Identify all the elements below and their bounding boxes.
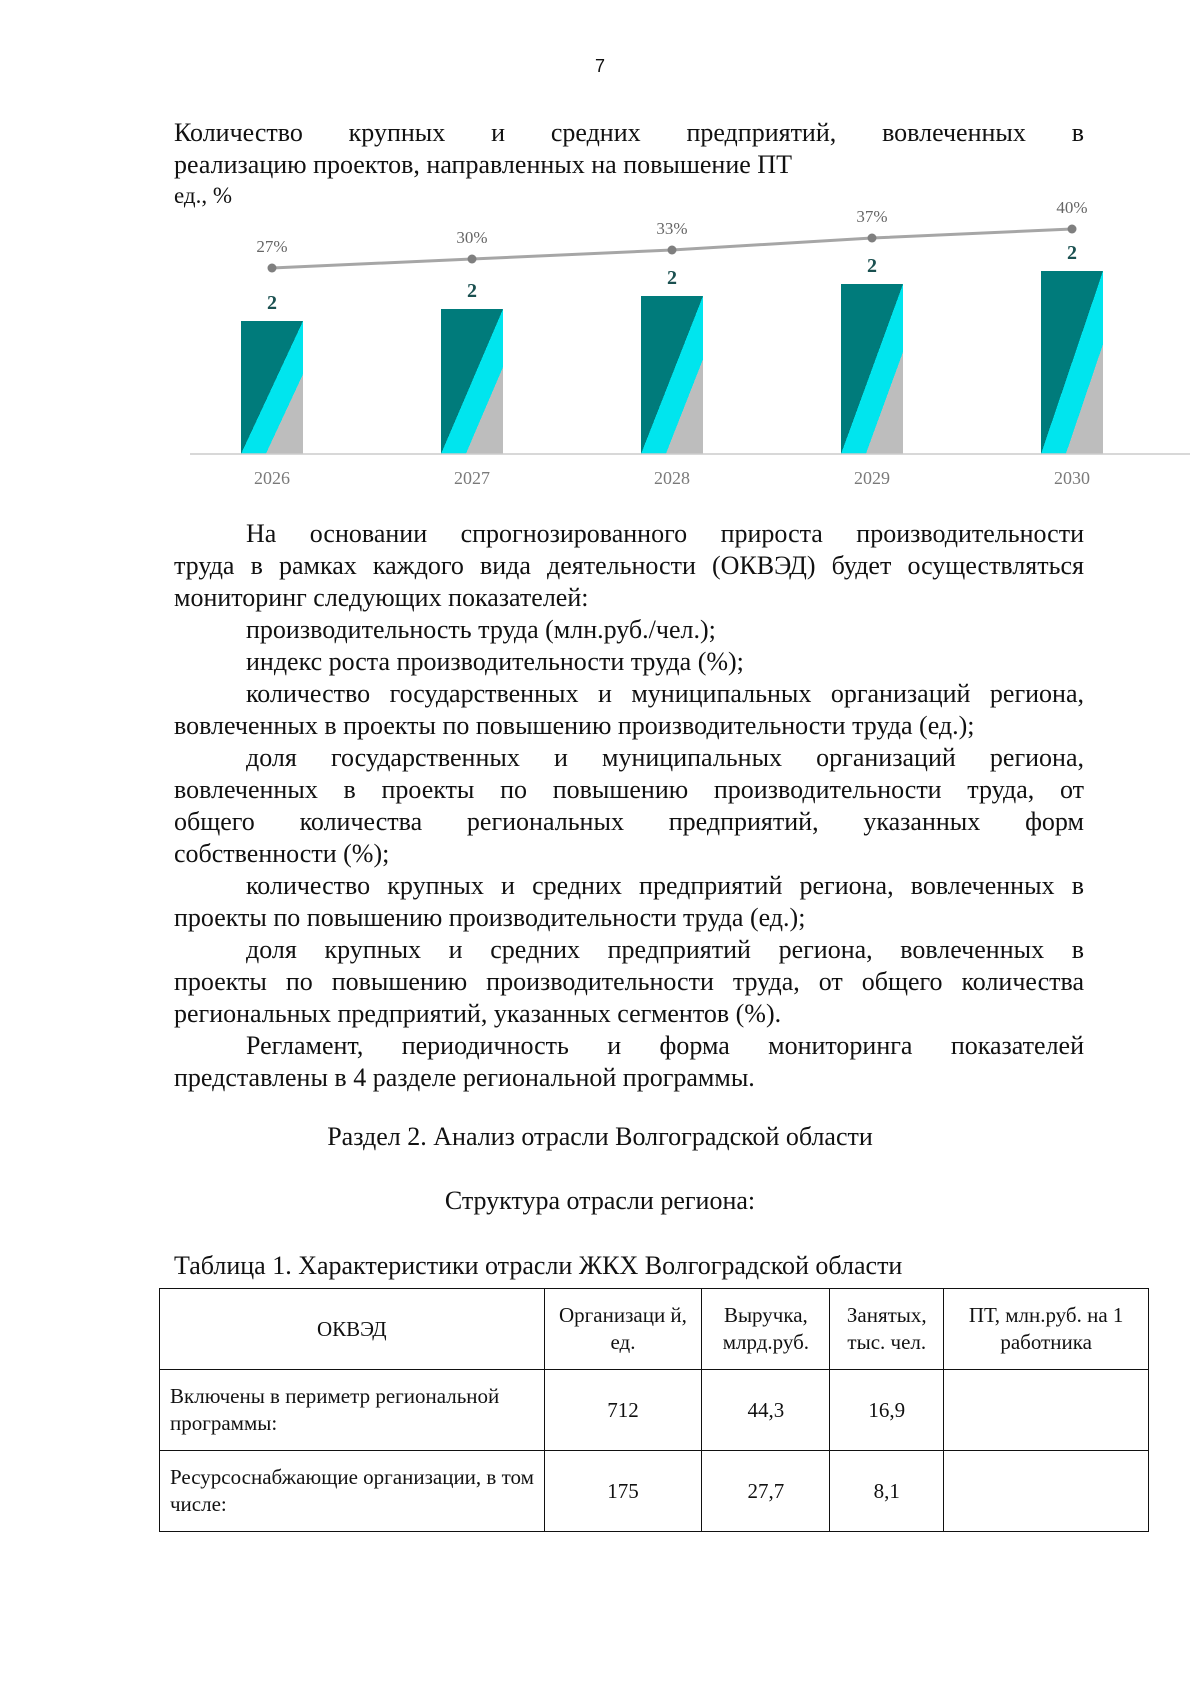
bar-value-label: 2 — [1067, 242, 1077, 264]
list-item-5-line1: количество крупных и средних предприятий региона, вовлеченных в — [246, 871, 1084, 900]
bar-value-label: 2 — [467, 280, 477, 302]
bar-value-label: 2 — [867, 255, 877, 277]
header-employed: Занятых, тыс. чел. — [830, 1289, 944, 1370]
list-item-6-line2: проекты по повышению производительности труда, от общего количества — [174, 967, 1084, 996]
cell-revenue: 44,3 — [702, 1370, 830, 1451]
list-item-1: производительность труда (млн.руб./чел.); — [246, 615, 716, 644]
percent-point — [1068, 225, 1077, 234]
header-okved: ОКВЭД — [160, 1289, 545, 1370]
bar-value-label: 2 — [267, 292, 277, 314]
bar-line-chart — [190, 196, 1190, 496]
bar-2030 — [1041, 271, 1103, 454]
chart-title-line1: Количество крупных и средних предприятий, вовлеченных в — [174, 118, 1084, 147]
x-tick-label: 2029 — [854, 468, 890, 488]
header-organizations: Организаци й, ед. — [544, 1289, 702, 1370]
list-item-4-line3: общего количества региональных предприятий, указанных форм — [174, 807, 1084, 836]
section-title: Раздел 2. Анализ отрасли Волгоградской области — [327, 1122, 873, 1151]
percent-label: 40% — [1056, 198, 1088, 217]
header-revenue: Выручка, млрд.руб. — [702, 1289, 830, 1370]
table-caption: Таблица 1. Характеристики отрасли ЖКХ Волгоградской области — [174, 1251, 903, 1280]
list-item-2: индекс роста производительности труда (%); — [246, 647, 744, 676]
percent-point — [868, 234, 877, 243]
percent-label: 30% — [456, 228, 488, 247]
table-header-row — [160, 1289, 1149, 1370]
bar-value-label: 2 — [667, 267, 677, 289]
list-item-6-line3: региональных предприятий, указанных сегментов (%). — [174, 999, 782, 1028]
list-item-5-line2: проекты по повышению производительности труда (ед.); — [174, 903, 806, 932]
x-tick-label: 2028 — [654, 468, 690, 488]
bar-2029 — [841, 284, 903, 454]
para1-line3: мониторинг следующих показателей: — [174, 583, 589, 612]
list-item-6-line1: доля крупных и средних предприятий региона, вовлеченных в — [246, 935, 1084, 964]
row-label: Ресурсоснабжающие организации, в том числе: — [160, 1451, 545, 1532]
industry-characteristics-table — [159, 1288, 1149, 1532]
para1-line1: На основании спрогнозированного прироста производительности — [246, 519, 1084, 548]
bar-2028 — [641, 296, 703, 454]
percent-point — [268, 264, 277, 273]
chart-units: ед., % — [174, 183, 233, 208]
para2-line1: Регламент, периодичность и форма мониторинга показателей — [246, 1031, 1084, 1060]
cell-organizations: 712 — [544, 1370, 702, 1451]
list-item-3-line2: вовлеченных в проекты по повышению производительности труда (ед.); — [174, 711, 975, 740]
cell-revenue: 27,7 — [702, 1451, 830, 1532]
para2-line2: представлены в 4 разделе региональной программы. — [174, 1063, 755, 1092]
x-tick-label: 2030 — [1054, 468, 1090, 488]
cell-employed: 16,9 — [830, 1370, 944, 1451]
header-productivity: ПТ, млн.руб. на 1 работника — [944, 1289, 1149, 1370]
cell-organizations: 175 — [544, 1451, 702, 1532]
chart-title-line2: реализацию проектов, направленных на повышение ПТ — [174, 150, 792, 179]
percent-point — [668, 246, 677, 255]
cell-productivity — [944, 1451, 1149, 1532]
table-row — [160, 1370, 1149, 1451]
percent-label: 37% — [856, 207, 888, 226]
page-number: 7 — [594, 56, 605, 76]
row-label: Включены в периметр региональной программы: — [160, 1370, 545, 1451]
list-item-3-line1: количество государственных и муниципальных организаций региона, — [246, 679, 1084, 708]
list-item-4-line2: вовлеченных в проекты по повышению производительности труда, от — [174, 775, 1084, 804]
x-tick-label: 2027 — [454, 468, 490, 488]
percent-label: 27% — [256, 237, 288, 256]
para1-line2: труда в рамках каждого вида деятельности (ОКВЭД) будет осуществляться — [174, 551, 1084, 580]
x-tick-label: 2026 — [254, 468, 290, 488]
cell-employed: 8,1 — [830, 1451, 944, 1532]
percent-label: 33% — [656, 219, 688, 238]
cell-productivity — [944, 1370, 1149, 1451]
list-item-4-line1: доля государственных и муниципальных организаций региона, — [246, 743, 1084, 772]
percent-point — [468, 255, 477, 264]
list-item-4-line4: собственности (%); — [174, 839, 390, 868]
table-row — [160, 1451, 1149, 1532]
bar-2026 — [241, 321, 303, 454]
bar-2027 — [441, 309, 503, 454]
subsection-title: Структура отрасли региона: — [444, 1186, 756, 1215]
